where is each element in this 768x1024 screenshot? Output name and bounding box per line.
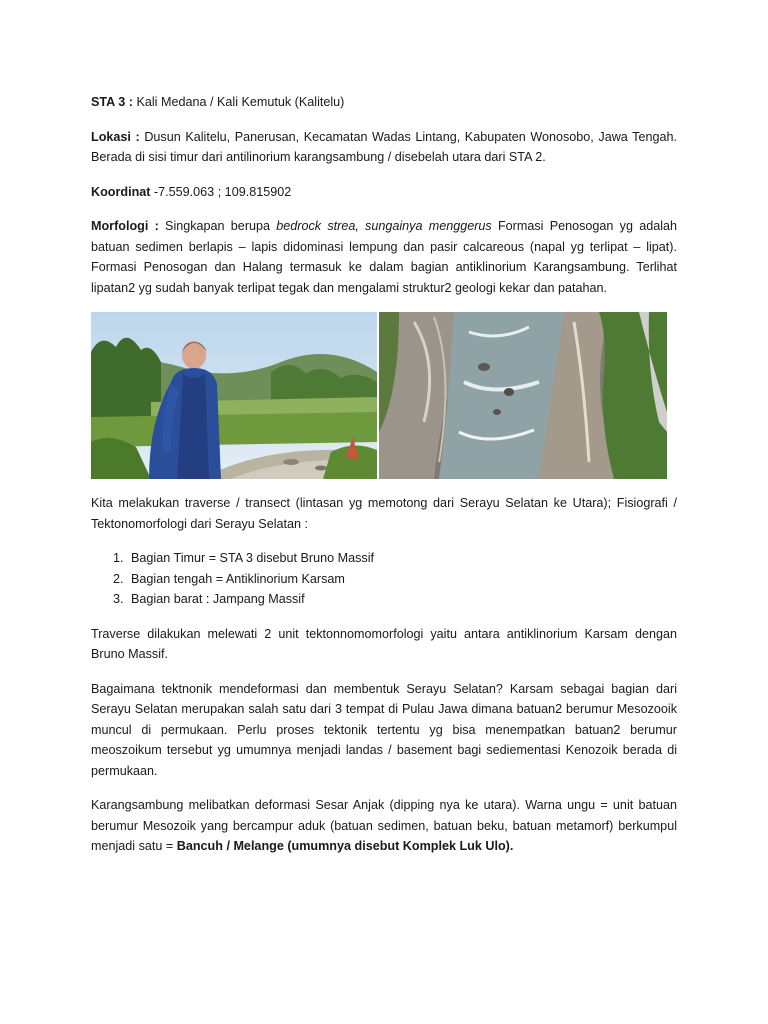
koordinat-value: -7.559.063 ; 109.815902 [153,184,292,199]
lokasi-paragraph [91,127,677,168]
document-page [91,92,677,871]
morfologi-text-1: Singkapan berupa [165,219,271,233]
list-item-number: 1. [113,551,124,565]
station-name: Kali Medana / Kali Kemutuk (Kalitelu) [136,95,345,109]
morfologi-text-italic: bedrock strea, sungainya menggerus [276,219,492,233]
paragraph-2: Bagaimana tektnonik mendeformasi dan membentuk Serayu Selatan? Karsam sebagai bagian dari Serayu Selatan merupakan salah satu dari 3 tempat di Pulau Jawa dimana batuan2 berumur Mesozooik muncul di permukaan. Perlu proses tektonik tertentu yg bisa menempatkan batuan2 berumur meoszoikum tersebut yg umumnya menjadi landas / basement bagi sediementasi Kenozoik berada di permukaan. [91,681,677,778]
morfologi-paragraph [91,216,677,298]
station-label: STA 3 : [91,95,133,109]
aerial-photo-svg [379,312,667,479]
aerial-photo-river-bedrock-icon [379,312,667,479]
list-item-number: 2. [113,571,124,586]
paragraph-3-bold: Bancuh / Melange (umumnya disebut Komplek Luk Ulo). [176,839,514,853]
koordinat-label: Koordinat [91,184,151,199]
list-item-text: Bagian tengah = Antiklinorium Karsam [131,571,345,586]
paragraph-3 [91,795,677,857]
traverse-paragraph: Kita melakukan traverse / transect (lintasan yg memotong dari Serayu Selatan ke Utara); Fisiografi / Tektonomorfologi dari Serayu Selatan : [91,496,677,531]
lokasi-label: Lokasi : [91,129,140,144]
photo-row [91,312,667,479]
list-item [113,548,677,569]
koordinat-paragraph [91,182,677,203]
field-photo-svg [91,312,377,479]
list-item-text: Bagian barat : Jampang Massif [131,592,305,606]
station-heading [91,92,677,113]
lokasi-text: Dusun Kalitelu, Panerusan, Kecamatan Wadas Lintang, Kabupaten Wonosobo, Jawa Tengah. Berada di sisi timur dari antilinorium karangsambung / disebelah utara dari STA 2. [91,129,678,164]
paragraph-3-normal: Karangsambung melibatkan deformasi Sesar Anjak (dipping nya ke utara). Warna ungu = unit batuan berumur Mesozoik yang bercampur aduk (batuan sedimen, batuan beku, batuan metamorf) berkumpul menjadi satu = [91,798,677,853]
list-item-text: Bagian Timur = STA 3 disebut Bruno Massif [131,551,375,565]
morfologi-label: Morfologi : [91,219,159,233]
paragraph-1: Traverse dilakukan melewati 2 unit tektonnomomorfologi yaitu antara antiklinorium Karsam dengan Bruno Massif. [91,626,677,661]
list-item [113,569,677,590]
field-photo-person-by-river-icon [91,312,377,479]
morfologi-text-2: Formasi Penosogan yg adalah batuan sedimen berlapis – lapis didominasi lempung dan pasir calcareous (napal yg terlipat – lipat). Formasi Penosogan dan Halang termasuk ke dalam bagian antiklinorium Karangsambung. Terlihat lipatan2 yg sudah banyak terlipat tegak dan mengalami struktur2 geologi kekar dan patahan. [91,219,678,295]
list-item [113,589,677,610]
units-list [91,548,677,610]
list-item-number: 3. [113,592,124,606]
